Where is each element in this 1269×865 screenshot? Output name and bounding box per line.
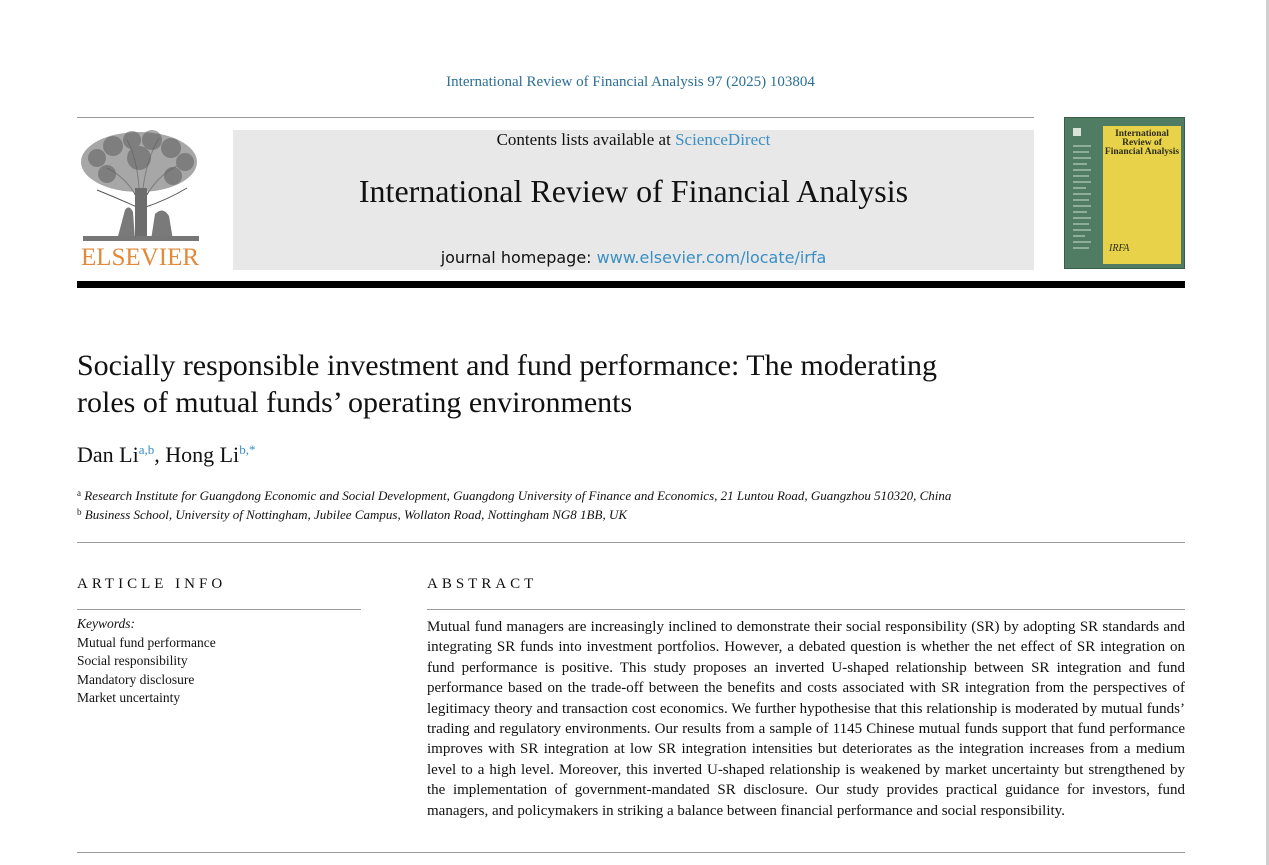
article-info-divider bbox=[77, 609, 361, 610]
author-affiliation-marker[interactable]: b,* bbox=[239, 442, 256, 457]
keyword-item: Market uncertainty bbox=[77, 689, 181, 705]
homepage-link[interactable]: www.elsevier.com/locate/irfa bbox=[596, 248, 827, 267]
affiliation-mark: b bbox=[77, 507, 82, 517]
sciencedirect-link[interactable]: ScienceDirect bbox=[675, 130, 771, 149]
author-list bbox=[77, 442, 255, 468]
journal-homepage bbox=[233, 248, 1034, 267]
author-separator: , bbox=[154, 442, 166, 467]
affiliation-mark: a bbox=[77, 488, 81, 498]
header-divider bbox=[77, 117, 1034, 118]
author-name[interactable]: Dan Li bbox=[77, 442, 139, 467]
journal-banner bbox=[233, 130, 1034, 270]
keyword-item: Social responsibility bbox=[77, 653, 188, 669]
keyword-item: Mutual fund performance bbox=[77, 635, 216, 650]
section-divider bbox=[77, 542, 1185, 543]
affiliation bbox=[77, 488, 951, 504]
affiliation bbox=[77, 507, 627, 523]
abstract-text: Mutual fund managers are increasingly inclined to demonstrate their social responsibility (SR) by adopting SR standards and integrating SR funds into investment portfolios. However, a debated question is whether the net effect of SR integration on fund performance is positive. This study proposes an inverted U-shaped relationship between SR integration and fund performance based on the trade-off between the benefits and costs associated with SR integration from the perspectives of legitimacy theory and transaction cost economics. We further hypothesise that this relationship is moderated by mutual funds’ trading and regulatory environments. Our results from a sample of 1145 Chinese mutual funds support that fund performance improves with SR integration at low SR integration intensities but deteriorates as the integration increases from a medium level to a high level. Moreover, this inverted U-shaped relationship is weakened by market uncertainty but strengthened by the implementation of government-mandated SR disclosure. Our study provides practical guidance for investors, fund managers, and policymakers in striking a balance between financial performance and social responsibility. bbox=[427, 619, 1185, 819]
bottom-divider bbox=[77, 852, 1185, 853]
affiliation-text: Research Institute for Guangdong Economic and Social Development, Guangdong University of Finance and Economics, 21 Luntou Road, Guangzhou 510320, China bbox=[84, 488, 952, 503]
elsevier-tree-logo-icon bbox=[77, 128, 203, 244]
article-title-line: roles of mutual funds’ operating environments bbox=[77, 386, 633, 419]
header-thick-rule bbox=[77, 281, 1185, 288]
article-info-heading: ARTICLE INFO bbox=[77, 576, 227, 592]
article-title-line: Socially responsible investment and fund performance: The moderating bbox=[77, 349, 938, 382]
author-affiliation-marker[interactable]: a,b bbox=[138, 442, 155, 457]
contents-availability bbox=[233, 130, 1034, 150]
keyword-item: Mandatory disclosure bbox=[77, 671, 195, 687]
keywords-list bbox=[77, 634, 216, 707]
journal-citation[interactable]: International Review of Financial Analysis 97 (2025) 103804 bbox=[446, 74, 815, 90]
author-name[interactable]: Hong Li bbox=[165, 442, 240, 467]
abstract-heading: ABSTRACT bbox=[427, 576, 538, 592]
homepage-prefix: journal homepage: bbox=[440, 248, 597, 267]
cover-panel bbox=[1103, 126, 1181, 264]
contents-prefix: Contents lists available at bbox=[496, 130, 676, 149]
cover-abbreviation: IRFA bbox=[1109, 243, 1130, 254]
elsevier-wordmark: ELSEVIER bbox=[80, 244, 200, 271]
cover-contents-strip-icon bbox=[1071, 126, 1093, 262]
keywords-label: Keywords: bbox=[77, 616, 135, 631]
journal-cover bbox=[1064, 117, 1185, 269]
cover-title: International Review of Financial Analysis bbox=[1104, 129, 1180, 157]
abstract-divider bbox=[427, 609, 1185, 610]
journal-name: International Review of Financial Analysis bbox=[358, 173, 909, 209]
article-title bbox=[77, 347, 1077, 421]
elsevier-logo bbox=[77, 128, 203, 272]
affiliation-text: Business School, University of Nottingham, Jubilee Campus, Wollaton Road, Nottingham NG8 1BB, UK bbox=[84, 507, 627, 522]
